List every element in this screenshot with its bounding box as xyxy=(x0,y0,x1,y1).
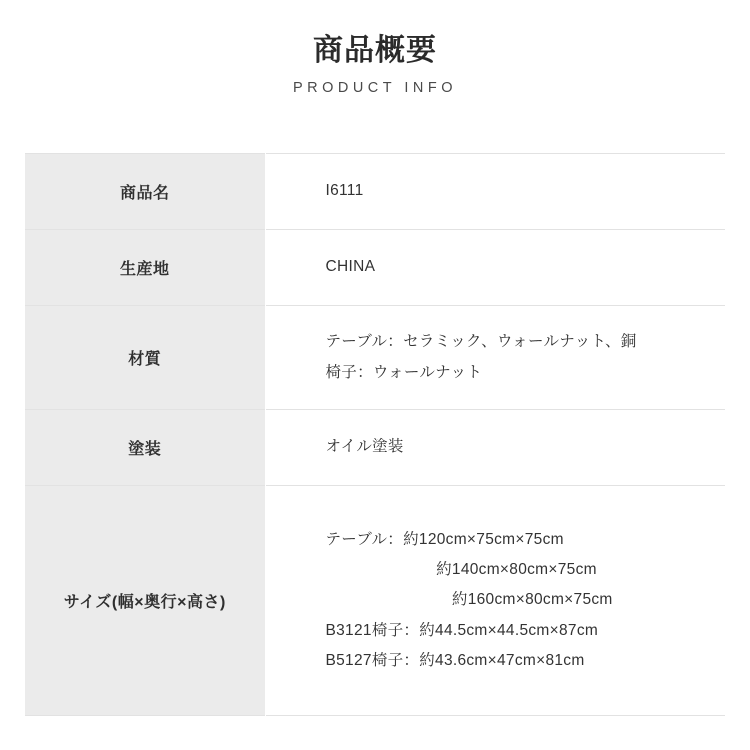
value-line: 約160cm×80cm×75cm xyxy=(325,591,613,609)
table-row xyxy=(25,154,725,230)
row-value-product-name xyxy=(265,154,725,230)
row-value-material xyxy=(265,306,725,410)
row-label-finish: 塗装 xyxy=(25,410,265,486)
row-label-origin: 生産地 xyxy=(25,230,265,306)
row-label-product-name: 商品名 xyxy=(25,154,265,230)
table-row xyxy=(25,486,725,716)
value-line: オイル塗装 xyxy=(325,438,404,456)
row-value-origin xyxy=(265,230,725,306)
value-line: 椅子：ウォールナット xyxy=(325,363,483,381)
value-line: テーブル：約120cm×75cm×75cm xyxy=(325,530,564,548)
table-row xyxy=(25,410,725,486)
row-value-finish xyxy=(265,410,725,486)
row-label-material: 材質 xyxy=(25,306,265,410)
value-line: B3121椅子：約44.5cm×44.5cm×87cm xyxy=(325,621,599,639)
row-label-size: サイズ(幅×奥行×高さ) xyxy=(25,486,265,716)
row-value-size xyxy=(265,486,725,716)
value-line: CHINA xyxy=(325,258,376,276)
table-row xyxy=(25,230,725,306)
page-header xyxy=(0,0,750,97)
value-line: I6111 xyxy=(325,182,364,200)
product-spec-table xyxy=(25,153,725,716)
page-title: 商品概要 xyxy=(313,34,437,67)
value-line: 約140cm×80cm×75cm xyxy=(325,561,597,579)
table-row xyxy=(25,306,725,410)
page-subtitle: PRODUCT INFO xyxy=(292,79,458,96)
value-line: テーブル：セラミック、ウォールナット、銅 xyxy=(325,333,637,351)
value-line: B5127椅子：約43.6cm×47cm×81cm xyxy=(325,651,585,669)
